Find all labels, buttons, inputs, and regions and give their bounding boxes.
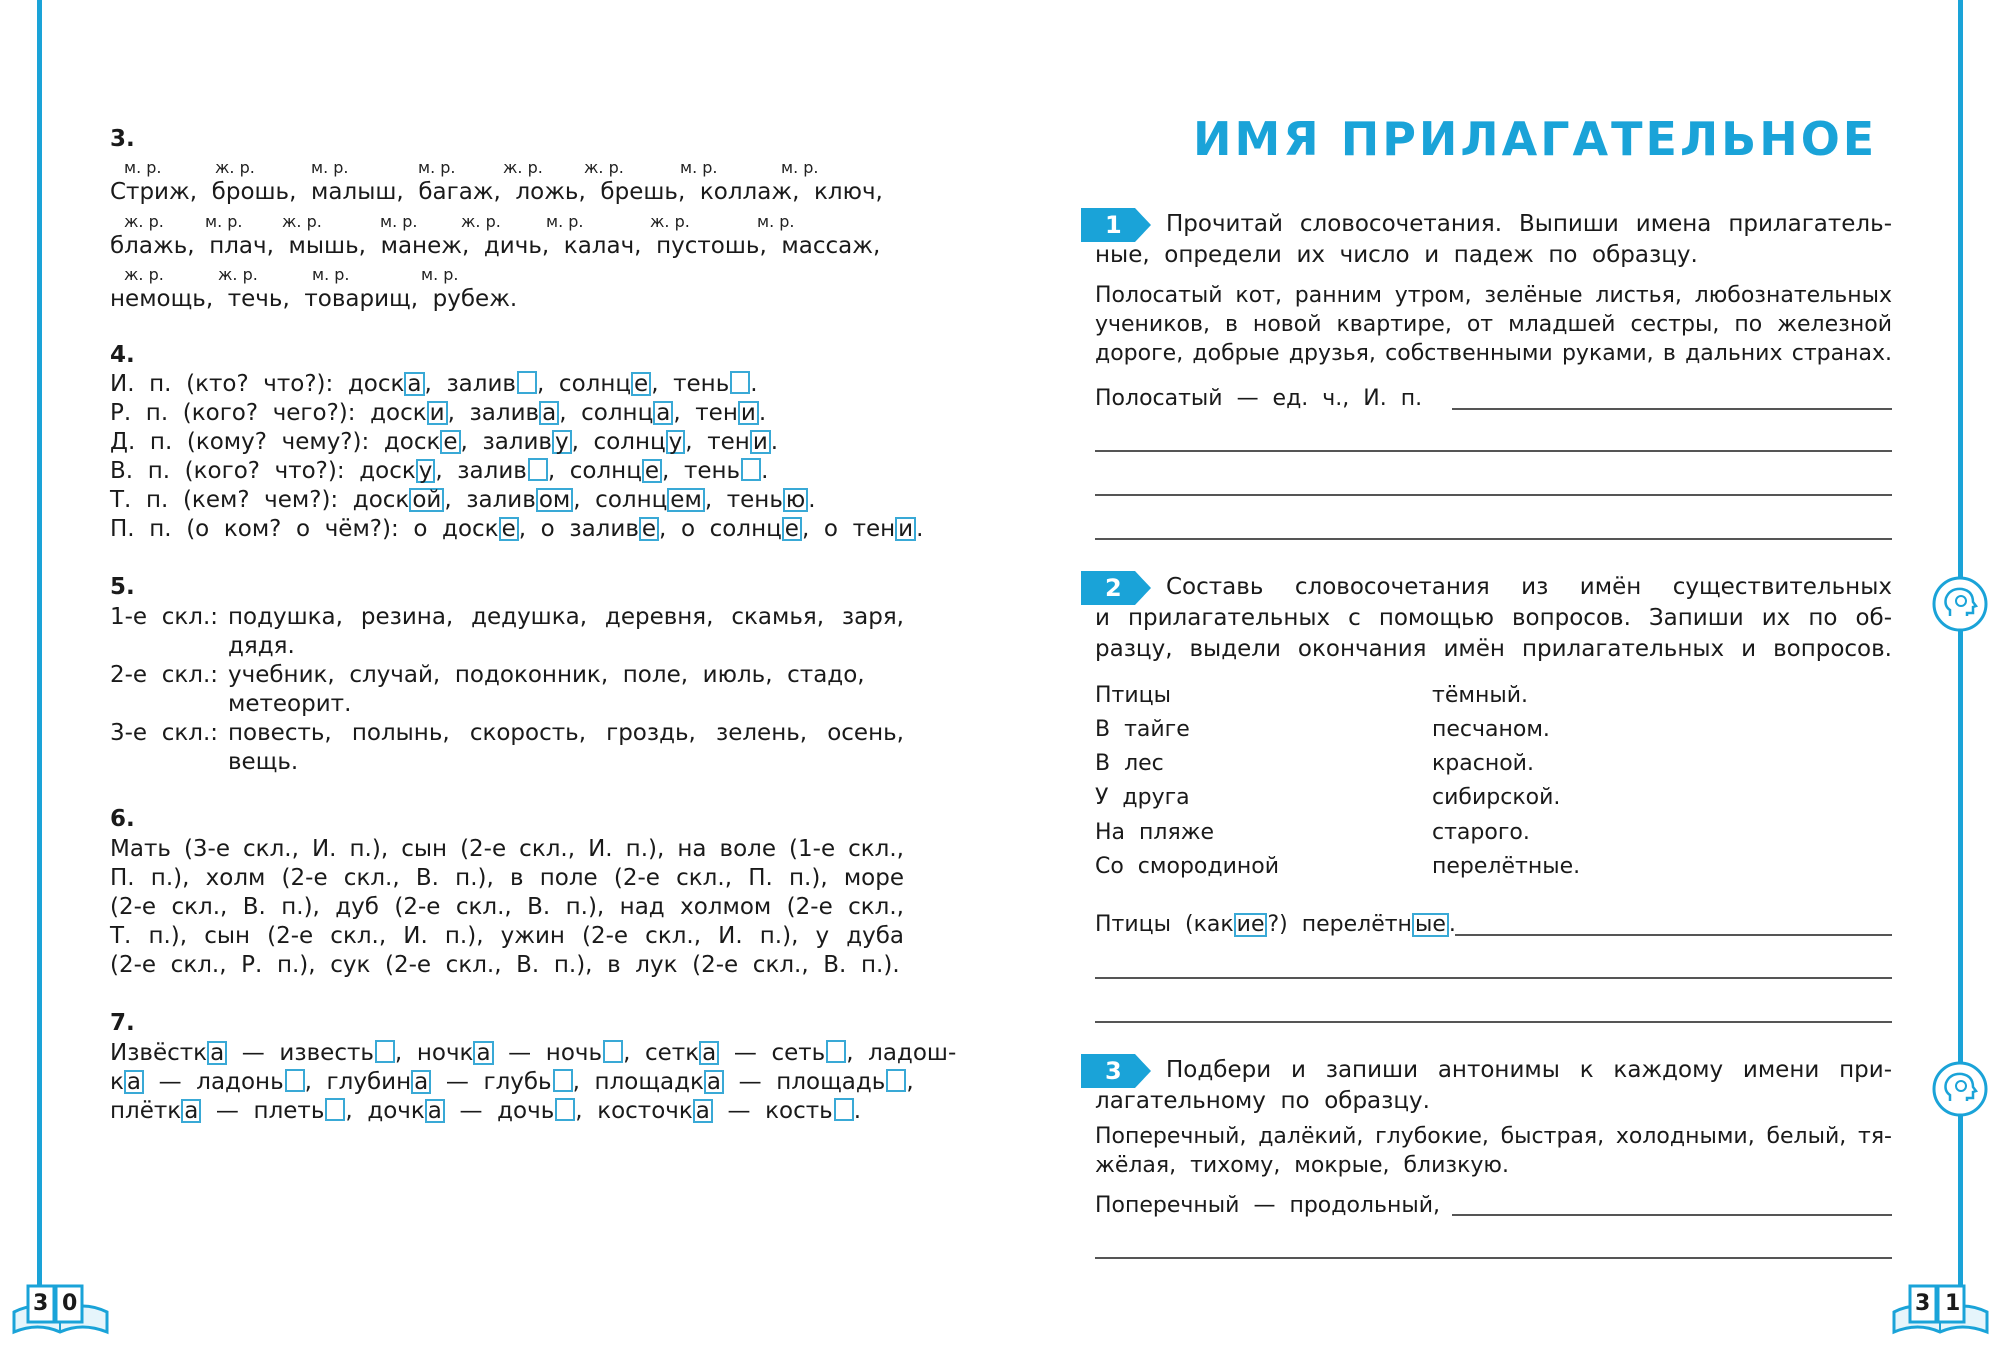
text: , солнц [571, 429, 666, 455]
text: , площадк [572, 1069, 704, 1095]
text: , тен [685, 429, 750, 455]
text: . [853, 1098, 861, 1124]
ex7-line-3 [110, 1097, 861, 1126]
ending-box: е [642, 459, 662, 483]
empty-ending-box [741, 458, 761, 481]
page-digit: 0 [62, 1291, 78, 1316]
ending-box: а [181, 1099, 201, 1123]
ending-box: е [499, 517, 519, 541]
ex5-key-1: 1-е скл.: [110, 604, 219, 630]
ex4-row-prepositional [110, 515, 923, 544]
text: Д. п. (кому? чему?): доск [110, 429, 441, 455]
noun-item: На пляже [1095, 820, 1215, 845]
text: , тень [704, 487, 783, 513]
gram-label: ж. р. [650, 212, 690, 231]
text: — площадь [724, 1069, 886, 1095]
ending-box: а [539, 401, 559, 425]
text: Извёстк [110, 1040, 208, 1066]
empty-ending-box [886, 1069, 906, 1092]
answer-line[interactable] [1095, 494, 1892, 496]
ending-box: ие [1234, 913, 1268, 937]
text: — плеть [201, 1098, 325, 1124]
ex4-row-dative [110, 428, 778, 457]
task-2-text-cont: разцу, выдели окончания имён прилагательных и вопросов. [1095, 636, 1892, 662]
ex6-line: П. п.), холм (2-е скл., В. п.), в поле (2-е скл., П. п.), море [110, 865, 904, 891]
ex6-line: (2-е скл., В. п.), дуб (2-е скл., В. п.), над холмом (2-е скл., [110, 894, 904, 920]
ending-box: а [411, 1070, 431, 1094]
answer-line[interactable] [1452, 408, 1892, 410]
empty-ending-box [834, 1098, 854, 1121]
ex5-key-3: 3-е скл.: [110, 720, 219, 746]
ending-box: а [124, 1070, 144, 1094]
page-number-left [8, 1282, 113, 1337]
ex7-number: 7. [110, 1010, 135, 1036]
text: , залив [447, 400, 540, 426]
gram-label: ж. р. [215, 158, 255, 177]
text: — известь [227, 1040, 374, 1066]
ending-box: а [693, 1099, 713, 1123]
answer-line[interactable] [1095, 450, 1892, 452]
text: , тень [651, 371, 730, 397]
gram-label: ж. р. [124, 212, 164, 231]
task-2-sample [1095, 910, 1456, 939]
empty-ending-box [553, 1069, 573, 1092]
text: . [808, 487, 816, 513]
gram-label: м. р. [781, 158, 819, 177]
ex6-number: 6. [110, 806, 135, 832]
text: , о тен [801, 516, 896, 542]
ending-box: а [207, 1041, 227, 1065]
ending-box: ом [536, 488, 573, 512]
empty-ending-box [517, 371, 537, 394]
page-digit: 3 [33, 1291, 49, 1316]
gram-label: м. р. [546, 212, 584, 231]
ex5-number: 5. [110, 574, 135, 600]
gram-label: ж. р. [503, 158, 543, 177]
ex3-line-2: блажь, плач, мышь, манеж, дичь, калач, пустошь, массаж, [110, 233, 881, 259]
ex6-line: Т. п.), сын (2-е скл., И. п.), ужин (2-е скл., И. п.), у дуба [110, 923, 904, 949]
page-digit: 3 [1915, 1291, 1931, 1316]
book-icon [8, 1282, 113, 1337]
answer-line[interactable] [1095, 1257, 1892, 1259]
answer-line[interactable] [1452, 1214, 1892, 1216]
gram-label: м. р. [205, 212, 243, 231]
task-3-text-cont: лагательному по образцу. [1095, 1088, 1430, 1114]
ex4-row-nominative [110, 370, 758, 399]
answer-line[interactable] [1455, 934, 1892, 936]
text: , тен [673, 400, 738, 426]
answer-line[interactable] [1095, 977, 1892, 979]
text: Т. п. (кем? чем?): доск [110, 487, 410, 513]
empty-ending-box [826, 1040, 846, 1063]
task-3-body: жёлая, тихому, мокрые, близкую. [1095, 1153, 1509, 1178]
gram-label: ж. р. [584, 158, 624, 177]
empty-ending-box [325, 1098, 345, 1121]
ending-box: ые [1412, 913, 1449, 937]
ending-box: а [699, 1041, 719, 1065]
text: , солнц [547, 458, 642, 484]
gram-label: ж. р. [218, 265, 258, 284]
ex3-line-3: немощь, течь, товарищ, рубеж. [110, 286, 518, 312]
task-3-body: Поперечный, далёкий, глубокие, быстрая, холодными, белый, тя- [1095, 1124, 1892, 1149]
text: — дочь [444, 1098, 555, 1124]
ending-box: а [404, 372, 424, 396]
task-number: 2 [1105, 574, 1122, 602]
ending-box: е [639, 517, 659, 541]
text: . [750, 371, 758, 397]
gram-label: м. р. [312, 265, 350, 284]
ex6-line: Мать (3-е скл., И. п.), сын (2-е скл., И. п.), на воле (1-е скл., [110, 836, 904, 862]
ex4-row-accusative [110, 457, 768, 486]
gram-label: м. р. [311, 158, 349, 177]
gram-label: м. р. [124, 158, 162, 177]
ending-box: ой [409, 488, 444, 512]
ending-box: а [425, 1099, 445, 1123]
empty-ending-box [555, 1098, 575, 1121]
ending-box: ем [667, 488, 705, 512]
text: . [761, 458, 769, 484]
gram-label: м. р. [418, 158, 456, 177]
ex4-number: 4. [110, 342, 135, 368]
gram-label: ж. р. [124, 265, 164, 284]
page-digit: 1 [1945, 1291, 1961, 1316]
text: , залив [444, 487, 536, 513]
ending-box: у [552, 430, 572, 454]
ex5-row-2-cont: метеорит. [228, 691, 352, 717]
ex7-line-1 [110, 1039, 956, 1068]
empty-ending-box [528, 458, 548, 481]
ex7-line-2 [110, 1068, 914, 1097]
text: , тень [662, 458, 741, 484]
text: , о залив [518, 516, 639, 542]
ending-box: е [631, 372, 651, 396]
page-number-right [1888, 1282, 1993, 1337]
task-2-text-cont: и прилагательных с помощью вопросов. Запиши их по об- [1095, 605, 1892, 631]
text: . [1448, 912, 1456, 937]
task-1-body: учеников, в новой квартире, от младшей сестры, по железной [1095, 312, 1892, 337]
text: Р. п. (кого? чего?): доск [110, 400, 427, 426]
ex5-row-1-cont: дядя. [228, 633, 295, 659]
answer-line[interactable] [1095, 1021, 1892, 1023]
text: Птицы (как [1095, 912, 1234, 937]
adjective-item: красной. [1432, 751, 1534, 776]
task-2-text: Составь словосочетания из имён существительных [1166, 574, 1892, 600]
empty-ending-box [730, 371, 750, 394]
ending-box: у [416, 459, 436, 483]
text: . [770, 429, 779, 455]
text: — кость [712, 1098, 833, 1124]
task-1-text: Прочитай словосочетания. Выпиши имена прилагатель- [1166, 211, 1892, 237]
text: — глубь [431, 1069, 552, 1095]
task-3-marker [1081, 1054, 1139, 1086]
text: И. п. (кто? что?): доск [110, 371, 405, 397]
ending-box: и [895, 517, 916, 541]
book-icon [1888, 1282, 1993, 1337]
text: , солнц [536, 371, 632, 397]
task-1-sample: Полосатый — ед. ч., И. п. [1095, 386, 1423, 411]
ex4-row-instrumental [110, 486, 816, 515]
text: П. п. (о ком? о чём?): о доск [110, 516, 499, 542]
gram-label: м. р. [757, 212, 795, 231]
left-border-line [37, 0, 42, 1300]
ending-box: и [427, 401, 448, 425]
gram-label: ж. р. [282, 212, 322, 231]
text: — ночь [493, 1040, 603, 1066]
text: к [110, 1069, 124, 1095]
ex3-line-1: Стриж, брошь, малыш, багаж, ложь, брешь, коллаж, ключ, [110, 179, 883, 205]
text: , ладош- [846, 1040, 957, 1066]
adjective-item: старого. [1432, 820, 1530, 845]
text: . [916, 516, 924, 542]
ex5-row-3: повесть, полынь, скорость, гроздь, зелень, осень, [228, 720, 904, 746]
ending-box: е [440, 430, 460, 454]
task-number: 3 [1105, 1057, 1122, 1085]
task-3-text: Подбери и запиши антонимы к каждому имени при- [1166, 1057, 1892, 1083]
text: , залив [435, 458, 527, 484]
text: , залив [460, 429, 552, 455]
gram-label: ж. р. [461, 212, 501, 231]
ending-box: и [750, 430, 771, 454]
gram-label: м. р. [380, 212, 418, 231]
ending-box: у [666, 430, 686, 454]
ending-box: и [738, 401, 759, 425]
page-title: ИМЯ ПРИЛАГАТЕЛЬНОЕ [1193, 112, 1878, 166]
noun-item: Со смородиной [1095, 854, 1280, 879]
empty-ending-box [285, 1069, 305, 1092]
noun-item: Птицы [1095, 683, 1172, 708]
text: ?) перелётн [1267, 912, 1412, 937]
ex5-row-2: учебник, случай, подоконник, поле, июль, стадо, [228, 662, 865, 688]
text: , глубин [304, 1069, 412, 1095]
task-3-sample: Поперечный — продольный, [1095, 1193, 1440, 1218]
text: , ночк [394, 1040, 474, 1066]
thinking-head-icon [1932, 1061, 1988, 1117]
ending-box: е [782, 517, 802, 541]
ex5-row-1: подушка, резина, дедушка, деревня, скамья, заря, [228, 604, 904, 630]
ending-box: а [473, 1041, 493, 1065]
task-2-marker [1081, 571, 1139, 603]
text: , залив [424, 371, 516, 397]
text: , дочк [345, 1098, 425, 1124]
task-1-marker [1081, 208, 1139, 240]
adjective-item: тёмный. [1432, 683, 1528, 708]
task-1-body: дороге, добрые друзья, собственными руками, в дальних странах. [1095, 341, 1892, 366]
text: плётк [110, 1098, 182, 1124]
text: — сеть [719, 1040, 826, 1066]
text: . [758, 400, 767, 426]
text: , косточк [575, 1098, 693, 1124]
ex5-key-2: 2-е скл.: [110, 662, 219, 688]
empty-ending-box [375, 1040, 395, 1063]
noun-item: В лес [1095, 751, 1164, 776]
adjective-item: перелётные. [1432, 854, 1581, 879]
gram-label: м. р. [421, 265, 459, 284]
ex5-row-3-cont: вещь. [228, 749, 299, 775]
adjective-item: сибирской. [1432, 785, 1561, 810]
empty-ending-box [603, 1040, 623, 1063]
text: , о солнц [659, 516, 782, 542]
text: В. п. (кого? что?): доск [110, 458, 416, 484]
text: , сетк [623, 1040, 700, 1066]
text: , [906, 1069, 914, 1095]
ending-box: ю [783, 488, 808, 512]
thinking-head-icon [1932, 576, 1988, 632]
gram-label: м. р. [680, 158, 718, 177]
ending-box: а [704, 1070, 724, 1094]
ex6-line: (2-е скл., Р. п.), сук (2-е скл., В. п.), в лук (2-е скл., В. п.). [110, 952, 900, 978]
task-1-body: Полосатый кот, ранним утром, зелёные листья, любознательных [1095, 283, 1892, 308]
text: , солнц [559, 400, 654, 426]
ex3-number: 3. [110, 126, 135, 152]
noun-item: В тайге [1095, 717, 1190, 742]
answer-line[interactable] [1095, 538, 1892, 540]
noun-item: У друга [1095, 785, 1190, 810]
task-number: 1 [1105, 211, 1122, 239]
ending-box: а [653, 401, 673, 425]
task-1-text-cont: ные, определи их число и падеж по образцу. [1095, 242, 1698, 268]
adjective-item: песчаном. [1432, 717, 1550, 742]
text: , солнц [573, 487, 668, 513]
text: — ладонь [144, 1069, 284, 1095]
ex4-row-genitive [110, 399, 766, 428]
